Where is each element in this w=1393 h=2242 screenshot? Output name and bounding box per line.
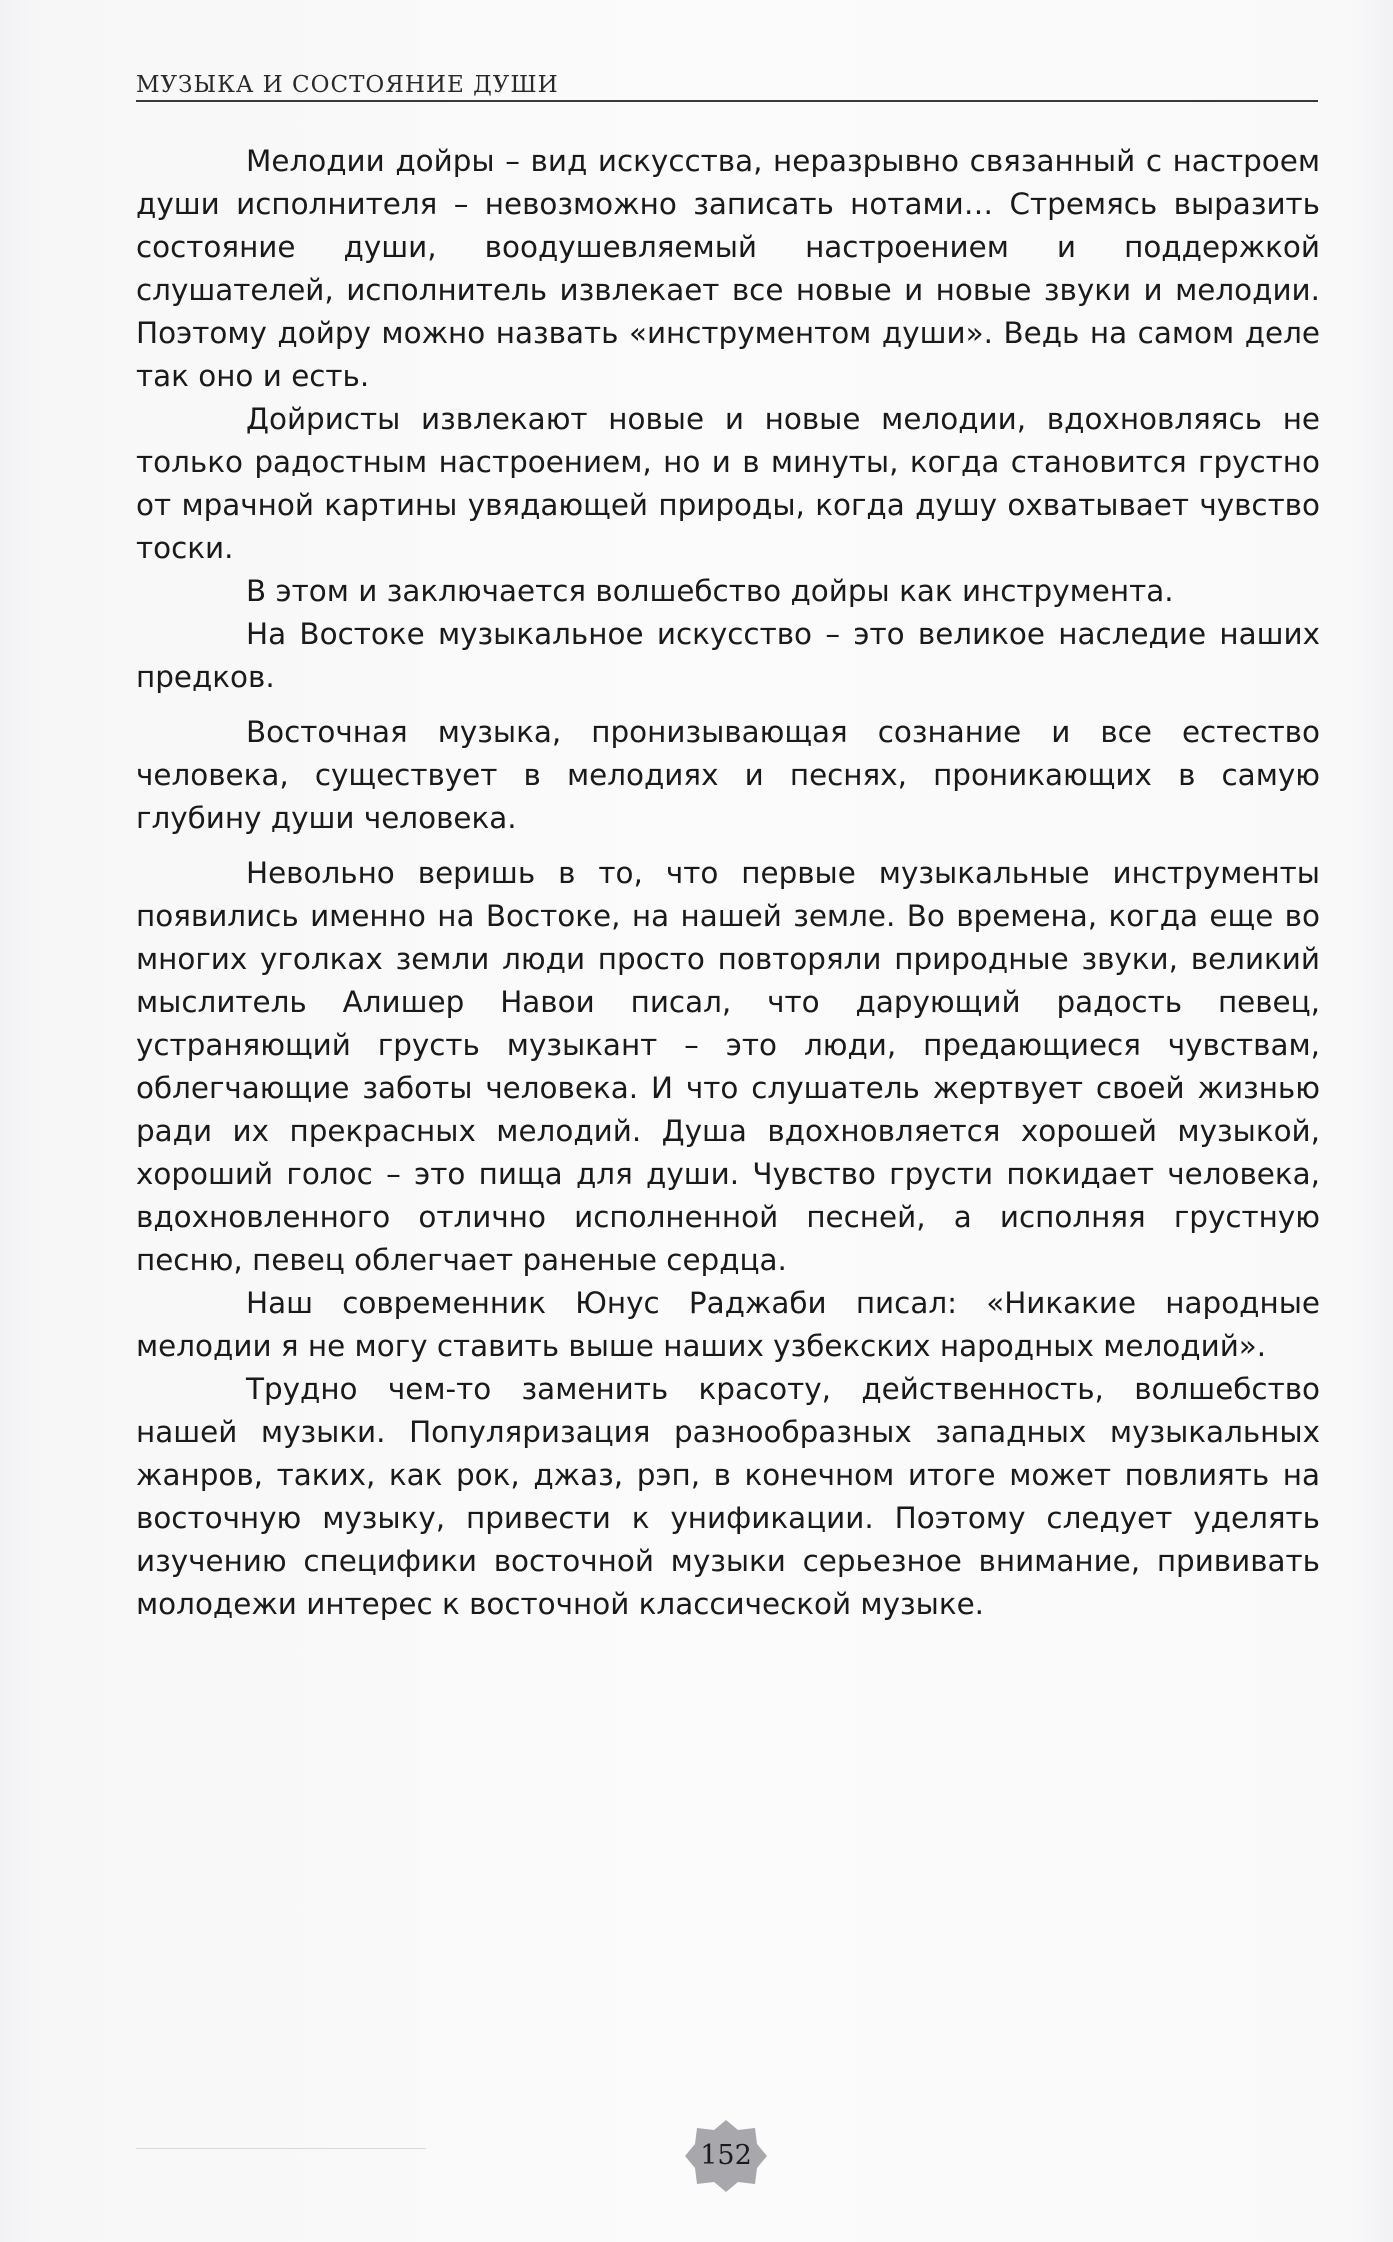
footnote-divider	[136, 2148, 426, 2149]
paragraph: В этом и заключается волшебство дойры как инструмента.	[246, 574, 1174, 608]
paragraph: Мелодии дойры – вид искусства, неразрывно связанный с настроем души исполнителя – невозможно записать нотами… Стремясь выразить состояние души, воодушевляемый настроением и поддержкой слушателей, исполнитель извлекает все новые и новые звуки и мелодии. Поэтому дойру можно назвать «инструментом души». Ведь на самом деле так оно и есть.	[136, 144, 1320, 393]
body-text	[136, 140, 1320, 1626]
paragraph: Восточная музыка, пронизывающая сознание и все естество человека, существует в мелодиях и песнях, проникающих в самую глубину души человека.	[136, 715, 1320, 835]
paragraph: Невольно веришь в то, что первые музыкальные инструменты появились именно на Востоке, на нашей земле. Во времена, когда еще во многих уголках земли люди просто повторяли природные звуки, великий мыслитель Алишер Навои писал, что дарующий радость певец, устраняющий грусть музыкант – это люди, предающиеся чувствам, облегчающие заботы человека. И что слушатель жертвует своей жизнью ради их прекрасных мелодий. Душа вдохновляется хорошей музыкой, хороший голос – это пища для души. Чувство грусти покидает человека, вдохновленного отлично исполненной песней, а исполняя грустную песню, певец облегчает раненые сердца.	[136, 856, 1320, 1277]
paragraph: Трудно чем-то заменить красоту, действенность, волшебство нашей музыки. Популяризация разнообразных западных музыкальных жанров, таких, как рок, джаз, рэп, в конечном итоге может повлиять на восточную музыку, привести к унификации. Поэтому следует уделять изучению специфики восточной музыки серьезное внимание, прививать молодежи интерес к восточной классической музыке.	[136, 1372, 1320, 1621]
running-header	[136, 66, 1318, 102]
paragraph: Дойристы извлекают новые и новые мелодии, вдохновляясь не только радостным настроением, но и в минуты, когда становится грустно от мрачной картины увядающей природы, когда душу охватывает чувство тоски.	[136, 402, 1320, 565]
page-number: 152	[700, 2140, 752, 2171]
running-header-title: МУЗЫКА И СОСТОЯНИЕ ДУШИ	[136, 72, 559, 98]
paragraph: Наш современник Юнус Раджаби писал: «Никакие народные мелодии я не могу ставить выше наших узбекских народных мелодий».	[136, 1286, 1320, 1363]
paragraph: На Востоке музыкальное искусство – это великое наследие наших предков.	[136, 617, 1320, 694]
